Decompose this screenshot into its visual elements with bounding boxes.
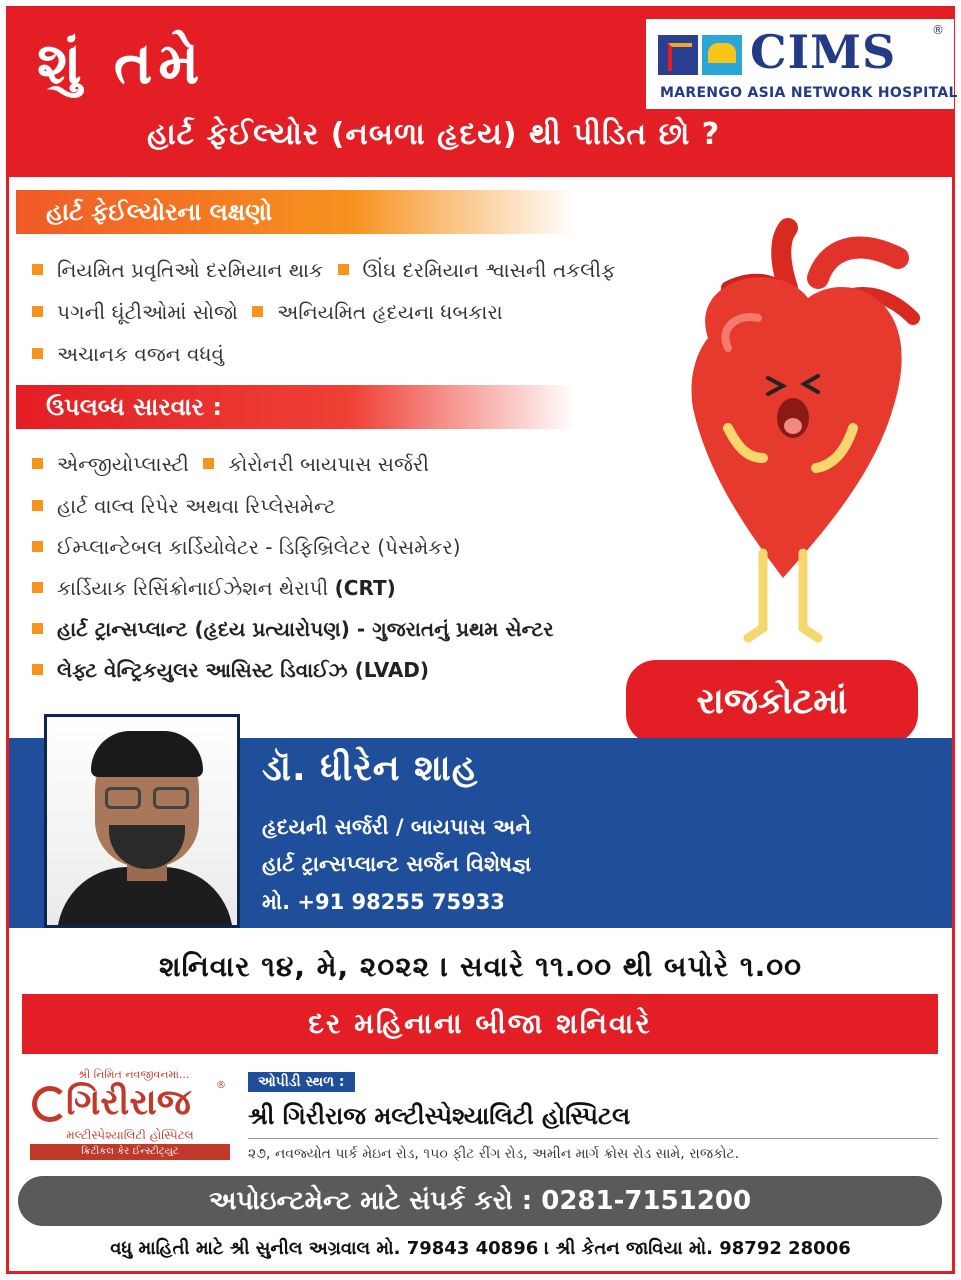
treatment-item: લેફ્ટ વેન્ટ્રિકયુલર આસિસ્ટ ડિવાઈઝ (LVAD) [57, 658, 430, 682]
treatment-item: હાર્ટ ટ્રાન્સપ્લાન્ટ (હૃદય પ્રત્યારોપણ) - ગુજરાતનું પ્રથમ સેન્ટર [57, 617, 554, 641]
treatment-row [32, 494, 336, 518]
bullet-icon [32, 541, 43, 552]
logo-registered: ® [932, 23, 944, 37]
doctor-photo [44, 714, 240, 928]
doctor-phone: મો. +91 98255 75933 [262, 890, 505, 914]
treatments-heading: ઉપલબ્ધ સારવાર : [16, 385, 576, 429]
glasses-icon [105, 787, 141, 809]
logo-people-icon [702, 35, 742, 75]
giriraj-logo-sub: મલ્ટીસ્પેશ્યાલિટી હોસ્પિટલ [66, 1128, 194, 1142]
giriraj-arc-icon [32, 1086, 68, 1122]
bullet-icon [338, 264, 349, 275]
logo-name: CIMS [750, 25, 897, 79]
treatment-item: હાર્ટ વાલ્વ રિપેર અથવા રિપ્લેસમેન્ટ [57, 494, 336, 518]
symptoms-heading: હાર્ટ ફેઈલ્યોરના લક્ષણો [16, 190, 576, 234]
bullet-icon [32, 664, 43, 675]
symptom-item: પગની ઘૂંટીઓમાં સોજો [57, 300, 238, 324]
bullet-icon [32, 623, 43, 634]
opd-hospital-name: શ્રી ગિરીરાજ મલ્ટીસ્પેશ્યાલિટી હોસ્પિટલ [248, 1102, 631, 1130]
headline-question: શું તમે [37, 29, 206, 97]
treatment-row [32, 452, 429, 476]
symptom-row [32, 258, 615, 282]
treatment-item: ઈમ્પ્લાન્ટેબલ કાર્ડિયોવેટર - ડિફિબ્રિલેટર (પેસમેકર) [57, 535, 461, 559]
treatment-row [32, 658, 429, 682]
doctor-specialty-1: હૃદયની સર્જરી / બાયપાસ અને [262, 815, 531, 839]
schedule-recurrence: દર મહિનાના બીજા શનિવારે [22, 994, 938, 1054]
symptom-row [32, 300, 503, 324]
giriraj-logo-name: ગિરીરાજ [66, 1082, 191, 1123]
symptom-item: અચાનક વજન વધવું [57, 342, 224, 366]
bullet-icon [32, 264, 43, 275]
symptom-row [32, 342, 224, 366]
bullet-icon [32, 306, 43, 317]
logo-tagline: MARENGO ASIA NETWORK HOSPITAL [660, 85, 958, 101]
bullet-icon [32, 582, 43, 593]
giriraj-logo [26, 1066, 234, 1162]
treatment-item: કાર્ડિયાક રિસિંક્રોનાઈઝેશન થેરાપી [57, 576, 329, 600]
footer-contacts: વધુ માહિતી માટે શ્રી સુનીલ અગ્રવાલ મો. 79843 40896 । શ્રી કેતન જાવિયા મો. 98792 28006 [110, 1238, 851, 1259]
headline-subtitle: હાર્ટ ફેઈલ્યોર (નબળા હૃદય) થી પીડિત છો ? [147, 117, 721, 152]
treatment-row [32, 576, 396, 600]
appointment-contact: અપોઇન્ટમેન્ટ માટે સંપર્ક કરો : 0281-7151200 [18, 1176, 942, 1226]
cims-logo [646, 19, 958, 109]
bullet-icon [32, 458, 43, 469]
symptom-item: નિયમિત પ્રવૃતિઓ દરમિયાન થાક [57, 258, 324, 282]
doctor-name: ડૉ. ધીરેન શાહ [262, 748, 479, 789]
schedule-date: શનિવાર ૧૪, મે, ૨૦૨૨ । સવારે ૧૧.૦૦ થી બપોરે ૧.૦૦ [159, 950, 802, 983]
logo-mark-icon [658, 35, 698, 75]
city-badge: રાજકોટમાં [626, 660, 918, 744]
opd-label: ઓપીડી સ્થળ : [248, 1072, 355, 1092]
bullet-icon [32, 500, 43, 511]
symptom-item: અનિયમિત હૃદયના ધબકારા [277, 300, 503, 324]
giriraj-logo-top: શ્રી નિમિત નવજીવનમાં... [78, 1068, 190, 1081]
bullet-icon [203, 458, 214, 469]
opd-address: ૨૭, નવજ્યોત પાર્ક મેઇન રોડ, ૧૫૦ ફીટ રીંગ રોડ, અમીન માર્ગ ક્રોસ રોડ સામે, રાજકોટ. [248, 1146, 740, 1162]
giriraj-logo-bar: ક્રિટીકલ કેર ઈન્સ્ટીટ્યુટ [30, 1144, 230, 1160]
header-banner [9, 9, 958, 177]
doctor-specialty-2: હાર્ટ ટ્રાન્સપ્લાન્ટ સર્જન વિશેષજ્ઞ [262, 852, 532, 876]
glasses-icon [153, 787, 189, 809]
treatment-abbrev: (CRT) [334, 576, 396, 600]
giriraj-logo-registered: ® [216, 1080, 226, 1091]
treatment-item: કોરોનરી બાયપાસ સર્જરી [228, 452, 429, 476]
symptom-item: ઊંઘ દરમિયાન શ્વાસની તકલીફ [362, 258, 616, 282]
heart-icon [668, 218, 938, 658]
sad-heart-illustration [668, 218, 938, 658]
treatment-row [32, 617, 554, 641]
bullet-icon [32, 348, 43, 359]
photo-hair [91, 731, 203, 777]
bullet-icon [252, 306, 263, 317]
divider [248, 1138, 938, 1139]
treatment-row [32, 535, 461, 559]
treatment-item: એન્જીયોપ્લાસ્ટી [57, 452, 189, 476]
